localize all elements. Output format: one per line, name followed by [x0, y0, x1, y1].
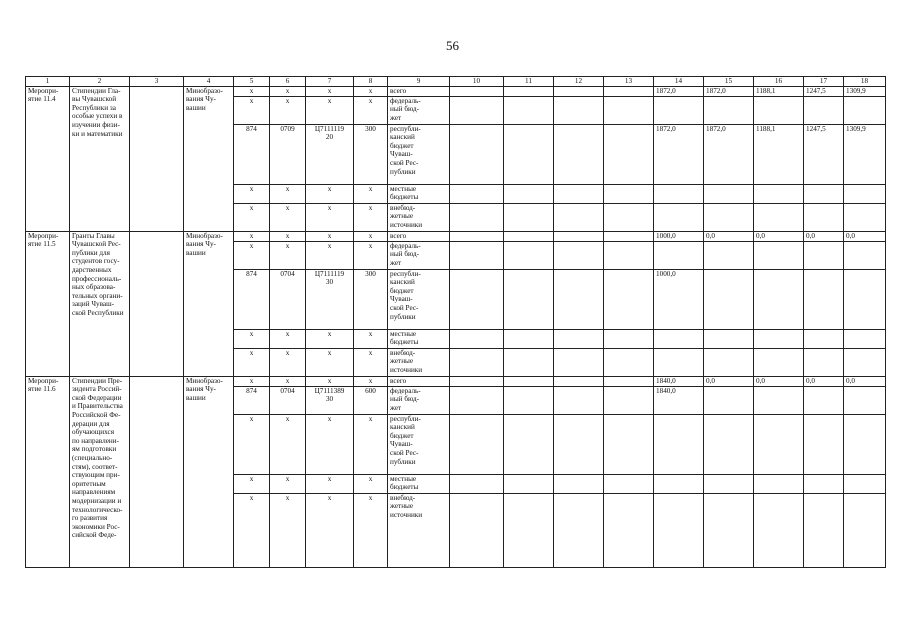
column-number: 17: [804, 77, 844, 87]
value-cell: 1840,0: [654, 376, 704, 386]
cell: Ц7111389 30: [306, 386, 354, 414]
value-cell: 1188,1: [754, 124, 804, 184]
cell: x: [234, 86, 270, 96]
value-cell: [654, 474, 704, 493]
table-row: [26, 376, 886, 386]
source-cell: местные бюджеты: [388, 474, 450, 493]
value-cell: 0,0: [704, 376, 754, 386]
value-cell: [754, 474, 804, 493]
column-number: 5: [234, 77, 270, 87]
value-cell: 0,0: [844, 376, 886, 386]
cell: x: [306, 414, 354, 474]
description-cell: Стипендии Пре- зидента Россий- ской Федерации и Правительства Российской Фе- дерации для обучающихся по направлени- ям подготовки (специально- стям), соответ- ствующим при- оритетным направлениям модернизации и технологическо- го развития экономики Рос- сийской Феде-: [70, 376, 130, 567]
cell: 300: [354, 269, 388, 329]
value-cell: 1309,9: [844, 124, 886, 184]
header-row: [26, 77, 886, 87]
cell: x: [234, 184, 270, 203]
cell: 0709: [270, 124, 306, 184]
value-cell: [704, 184, 754, 203]
value-cell: 1309,9: [844, 86, 886, 96]
value-cell: [804, 184, 844, 203]
column-number: 9: [388, 77, 450, 87]
value-cell: [704, 203, 754, 231]
value-cell: [844, 203, 886, 231]
value-cell: [704, 386, 754, 414]
column-number: 7: [306, 77, 354, 87]
source-cell: федераль- ный бюд- жет: [388, 96, 450, 124]
source-cell: республи- канский бюджет Чуваш- ской Рес- публики: [388, 124, 450, 184]
empty-cell: [130, 376, 184, 567]
cell: 0704: [270, 269, 306, 329]
budget-table: [25, 76, 886, 568]
cell: x: [270, 184, 306, 203]
value-cell: 0,0: [704, 231, 754, 241]
cell: x: [354, 184, 388, 203]
value-cell: [804, 348, 844, 376]
value-cell: [704, 474, 754, 493]
value-cell: [804, 241, 844, 269]
value-cell: [654, 203, 704, 231]
cell: x: [234, 474, 270, 493]
value-cell: 0,0: [844, 231, 886, 241]
source-cell: республи- канский бюджет Чуваш- ской Рес- публики: [388, 269, 450, 329]
value-cell: [654, 184, 704, 203]
value-cell: [754, 414, 804, 474]
value-cell: 1872,0: [654, 124, 704, 184]
value-cell: [704, 269, 754, 329]
cell: Ц7111119 20: [306, 124, 354, 184]
value-cell: [754, 493, 804, 567]
activity-cell: Меропри- ятие 11.4: [26, 86, 70, 231]
column-number: 18: [844, 77, 886, 87]
value-cell: [654, 241, 704, 269]
value-cell: [754, 269, 804, 329]
value-cell: 0,0: [804, 376, 844, 386]
column-number: 13: [604, 77, 654, 87]
value-cell: 0,0: [754, 376, 804, 386]
value-cell: [804, 386, 844, 414]
column-number: 12: [554, 77, 604, 87]
cell: x: [270, 493, 306, 567]
activity-cell: Меропри- ятие 11.5: [26, 231, 70, 376]
cell: 874: [234, 124, 270, 184]
value-cell: [754, 329, 804, 348]
cell: 0704: [270, 386, 306, 414]
table-row: [26, 86, 886, 96]
cell: x: [354, 96, 388, 124]
value-cell: [654, 329, 704, 348]
cell: x: [234, 348, 270, 376]
value-cell: [704, 414, 754, 474]
cell: 874: [234, 386, 270, 414]
source-cell: внебюд- жетные источники: [388, 348, 450, 376]
column-number: 1: [26, 77, 70, 87]
value-cell: [804, 96, 844, 124]
value-cell: [804, 203, 844, 231]
cell: x: [234, 231, 270, 241]
source-cell: федераль- ный бюд- жет: [388, 241, 450, 269]
value-cell: [844, 329, 886, 348]
cell: x: [234, 493, 270, 567]
cell: x: [270, 329, 306, 348]
column-number: 4: [184, 77, 234, 87]
cell: x: [234, 203, 270, 231]
value-cell: [704, 329, 754, 348]
cell: x: [306, 474, 354, 493]
value-cell: [754, 96, 804, 124]
value-cell: [754, 241, 804, 269]
value-cell: [844, 241, 886, 269]
value-cell: 1872,0: [704, 124, 754, 184]
cell: x: [306, 329, 354, 348]
cell: x: [354, 241, 388, 269]
source-cell: внебюд- жетные источники: [388, 203, 450, 231]
table-row: [26, 231, 886, 241]
value-cell: [844, 474, 886, 493]
empty-cell: [130, 231, 184, 376]
cell: x: [354, 86, 388, 96]
cell: x: [234, 96, 270, 124]
cell: x: [306, 348, 354, 376]
value-cell: [804, 493, 844, 567]
cell: 600: [354, 386, 388, 414]
cell: x: [354, 493, 388, 567]
value-cell: 1840,0: [654, 386, 704, 414]
executor-cell: Минобразо- вания Чу- вашии: [184, 376, 234, 567]
value-cell: [844, 414, 886, 474]
cell: x: [270, 86, 306, 96]
value-cell: [844, 269, 886, 329]
value-cell: [754, 348, 804, 376]
value-cell: [654, 414, 704, 474]
column-number: 15: [704, 77, 754, 87]
page-number: 56: [446, 38, 459, 53]
value-cell: [754, 184, 804, 203]
value-cell: [754, 386, 804, 414]
column-number: 16: [754, 77, 804, 87]
cell: x: [270, 231, 306, 241]
source-cell: местные бюджеты: [388, 329, 450, 348]
column-number: 2: [70, 77, 130, 87]
column-number: 6: [270, 77, 306, 87]
value-cell: [844, 184, 886, 203]
cell: x: [270, 348, 306, 376]
value-cell: [654, 493, 704, 567]
cell: x: [306, 231, 354, 241]
value-cell: [704, 241, 754, 269]
cell: x: [234, 329, 270, 348]
cell: x: [354, 231, 388, 241]
description-cell: Стипендии Гла- вы Чувашской Республики за особые успехи в изучении физи- ки и математики: [70, 86, 130, 231]
source-cell: всего: [388, 231, 450, 241]
cell: x: [234, 376, 270, 386]
cell: x: [270, 376, 306, 386]
empty-cell: [130, 86, 184, 231]
column-number: 10: [450, 77, 504, 87]
column-number: 3: [130, 77, 184, 87]
cell: x: [306, 184, 354, 203]
value-cell: [654, 96, 704, 124]
value-cell: [704, 493, 754, 567]
cell: x: [270, 241, 306, 269]
cell: x: [306, 86, 354, 96]
activity-cell: Меропри- ятие 11.6: [26, 376, 70, 567]
value-cell: [844, 493, 886, 567]
source-cell: внебюд- жетные источники: [388, 493, 450, 567]
cell: 300: [354, 124, 388, 184]
description-cell: Гранты Главы Чувашской Рес- публики для студентов госу- дарственных профессиональ- ных образова- тельных органи- заций Чуваш- ской Республики: [70, 231, 130, 376]
cell: x: [354, 348, 388, 376]
value-cell: [804, 269, 844, 329]
value-cell: 0,0: [754, 231, 804, 241]
value-cell: [804, 414, 844, 474]
value-cell: [844, 348, 886, 376]
cell: x: [270, 474, 306, 493]
cell: x: [306, 96, 354, 124]
cell: x: [354, 376, 388, 386]
value-cell: 1000,0: [654, 231, 704, 241]
value-cell: [804, 474, 844, 493]
cell: x: [354, 414, 388, 474]
cell: 874: [234, 269, 270, 329]
value-cell: 1872,0: [654, 86, 704, 96]
value-cell: [704, 96, 754, 124]
source-cell: всего: [388, 86, 450, 96]
cell: x: [306, 241, 354, 269]
cell: x: [306, 376, 354, 386]
executor-cell: Минобразо- вания Чу- вашии: [184, 86, 234, 231]
cell: x: [354, 329, 388, 348]
source-cell: республи- канский бюджет Чуваш- ской Рес- публики: [388, 414, 450, 474]
source-cell: всего: [388, 376, 450, 386]
value-cell: 1000,0: [654, 269, 704, 329]
source-cell: федераль- ный бюд- жет: [388, 386, 450, 414]
cell: x: [354, 474, 388, 493]
cell: x: [270, 96, 306, 124]
column-number: 8: [354, 77, 388, 87]
value-cell: [844, 386, 886, 414]
cell: x: [270, 414, 306, 474]
column-number: 14: [654, 77, 704, 87]
value-cell: 1247,5: [804, 124, 844, 184]
executor-cell: Минобразо- вания Чу- вашии: [184, 231, 234, 376]
value-cell: [754, 203, 804, 231]
cell: Ц7111119 30: [306, 269, 354, 329]
cell: x: [306, 203, 354, 231]
value-cell: 1872,0: [704, 86, 754, 96]
value-cell: [654, 348, 704, 376]
value-cell: 0,0: [804, 231, 844, 241]
column-number: 11: [504, 77, 554, 87]
cell: x: [306, 493, 354, 567]
value-cell: [804, 329, 844, 348]
cell: x: [234, 414, 270, 474]
value-cell: 1188,1: [754, 86, 804, 96]
value-cell: 1247,5: [804, 86, 844, 96]
cell: x: [234, 241, 270, 269]
cell: x: [270, 203, 306, 231]
source-cell: местные бюджеты: [388, 184, 450, 203]
value-cell: [704, 348, 754, 376]
cell: x: [354, 203, 388, 231]
value-cell: [844, 96, 886, 124]
